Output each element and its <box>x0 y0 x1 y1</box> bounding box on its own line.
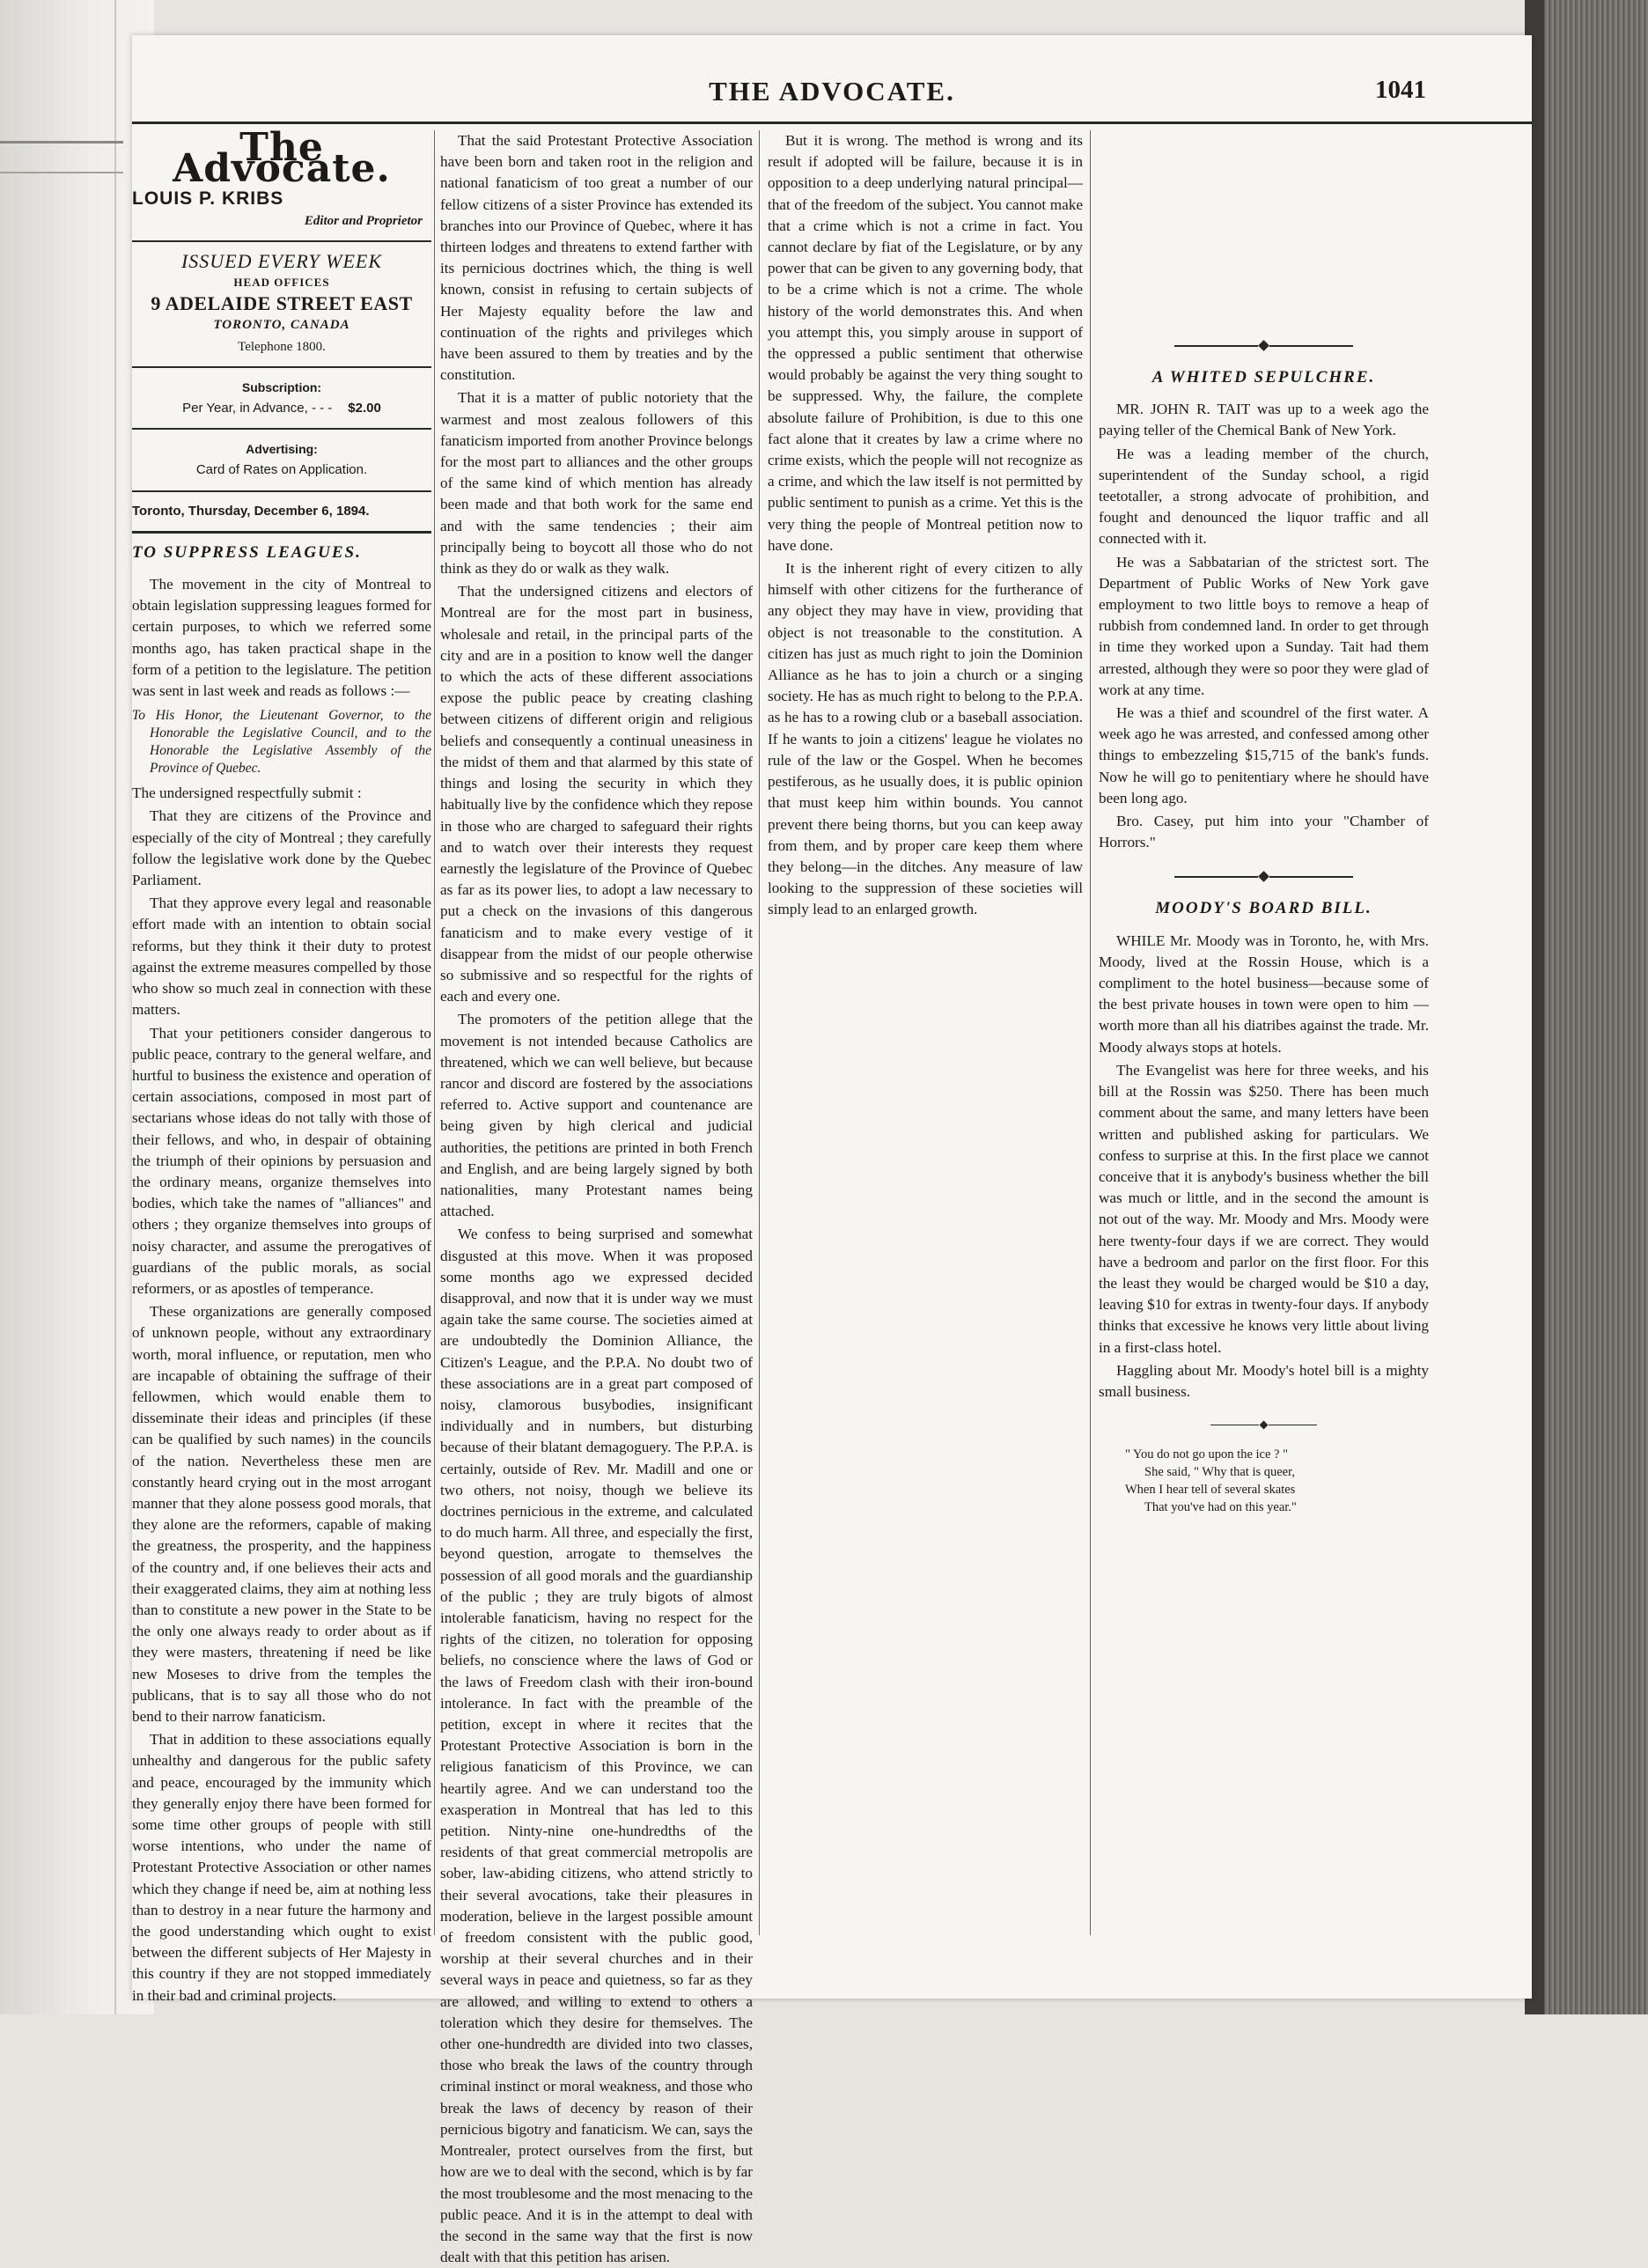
subscription-heading: Subscription: <box>241 379 322 394</box>
masthead-title: The Advocate. <box>173 125 391 192</box>
poem <box>1125 1446 1429 1516</box>
paragraph: He was a leading member of the church, superintendent of the Sunday school, a rigid teetotaller, a strong advocate of prohibition, and fought and denounced the liquor traffic and all connected with it. <box>1099 445 1429 548</box>
paragraph: The Evangelist was here for three weeks, and his bill at the Rossin was $250. There has been much comment about the same, and many letters have been written and published asking for particulars. We confess to surprise at this. In the first place we cannot conceive that it is anybody's business whether the bill was much or little, and in the second the amount is not out of the way. Mr. Moody and Mrs. Moody were here twenty-four days if we are correct. They would have a bedroom and parlor on the first floor. For this the least they would be charged would be $10 a day, leaving $10 for extras in twenty-four days. If anybody thinks that excessive he knows very little about living in a first-class hotel. <box>1099 1061 1429 1356</box>
subscription-rate: Per Year, in Advance, - - - $2.00 <box>182 401 381 416</box>
paragraph: The movement in the city of Montreal to obtain legislation suppressing leagues formed for certain purposes, to which we referred some months ago, has taken practical shape in the form of a petition to the legislature. The petition was sent in last week and reads as follows :— <box>132 576 431 700</box>
paragraph: That it is a matter of public notoriety that the warmest and most zealous followers of this fanaticism imported from another Province belongs for the most part to alliances and the other groups of the same kind of which mention has already been made and that both work for the same end and with the same tendencies ; their aim principally being to boycott all those who do not think as they do or walk as they walk. <box>440 389 753 578</box>
advertising-heading: Advertising: <box>246 442 318 457</box>
poem-line: " You do not go upon the ice ? " <box>1125 1447 1289 1462</box>
paragraph: The promoters of the petition allege that the movement is not intended because Catholics are threatened, which we can well believe, but because rancor and discord are fostered by the associations referred to. Active support and countenance are being given by high clerical and judicial authorities, the petitions are printed in both French and English, and are being largely signed by both nationalities, many Protestant names being attached. <box>440 1011 753 1220</box>
column-rule <box>759 130 760 1935</box>
head-offices-label: HEAD OFFICES <box>233 276 330 290</box>
poem-line: She said, " Why that is queer, <box>1144 1465 1295 1480</box>
paragraph: That in addition to these associations equally unhealthy and dangerous for the public safety and peace, encouraged by the immunity which they generally enjoy there have been formed for some time other groups of people with still worse intentions, who under the name of Protestant Protective Association or other names which they change if need be, aim at nothing less than to destroy in a near future the harmony and the good understanding which ought to exist between the different subjects of Her Majesty in this country if they are not stopped immediately in their bad and criminal projects. <box>132 1731 431 2004</box>
column-3 <box>768 130 1083 1935</box>
issued-frequency: ISSUED EVERY WEEK <box>180 249 382 272</box>
advertising-text: Card of Rates on Application. <box>195 462 368 478</box>
office-street: 9 ADELAIDE STREET EAST <box>151 292 413 315</box>
column-1 <box>132 125 431 2004</box>
paragraph: WHILE Mr. Moody was in Toronto, he, with Mrs. Moody, lived at the Rossin House, which is a compliment to the hotel business—because some of the best private houses in town were open to him —worth more than all his diatribes against the trade. Mr. Moody always stops at hotels. <box>1099 932 1429 1056</box>
telephone: Telephone 1800. <box>238 339 326 354</box>
paragraph: Bro. Casey, put him into your "Chamber of Horrors." <box>1099 813 1429 851</box>
poem-line: That you've had on this year." <box>1144 1500 1297 1515</box>
paragraph: We confess to being surprised and somewhat disgusted at this move. When it was proposed some months ago we expressed decided disapproval, and now that it is under way we must again take the same course. The societies aimed at are undoubtedly the Dominion Alliance, the Citizen's League, and the P.P.A. No doubt two of these associations are in a great part composed of noisy, clamorous busybodies, insignificant individually and in numbers, but disturbing because of their blatant demagoguery. The P.P.A. is certainly, outside of Rev. Mr. Madill and one or two others, not noisy, though we believe its doctrines pernicious in the extreme, and calculated to do much harm. All three, and especially the first, beyond question, arrogate to themselves the possession of all good morals and the guardianship of the public ; they are truly bigots of almost intolerable fanaticism, having no respect for the rights of the citizen, no toleration for opposing beliefs, no conscience where the laws of God or the laws of Freedom clash with their iron-bound intolerance. In fact with the preamble of the petition, except in where it recites that the Protestant Protective Association is born in the religious fanaticism of this Province, we can heartily agree. And we can understand too the exasperation in Montreal that has led to this petition. Ninty-nine one-hundredths of the residents of that great commercial metropolis are sober, law-abiding citizens, who attend strictly to their several avocations, take their pleasures in moderation, believe in the largest possible amount of freedom consistent with the public good, worship at their several churches and in their several ways in peace and quietness, so far as they are allowed, and willing to extend to others a toleration which they desire for themselves. The other one-hundredth are divided into two classes, those who break the laws of the country through criminal instinct or moral weakness, and those who break the laws of decency by reason of their pernicious bigotry and fanaticism. We can, says the Montrealer, protect ourselves from the first, but how are we to deal with the second, which is by far the most troublesome and the most menacing to the public peace. And it is in the attempt to deal with the second in the same way that the first is now dealt with that this petition has arisen. <box>440 1226 753 2266</box>
section-ornament <box>1099 873 1429 880</box>
paragraph: He was a Sabbatarian of the strictest sort. The Department of Public Works of New York gave employment to two little boys to remove a heap of rubbish from condemned land. In order to get through in time they worked upon a Sunday. Tait had them arrested, although they were so poor they were glad of work at any time. <box>1099 553 1429 698</box>
masthead <box>132 125 431 534</box>
paragraph: MR. JOHN R. TAIT was up to a week ago the paying teller of the Chemical Bank of New York. <box>1099 401 1429 439</box>
office-city: TORONTO, CANADA <box>213 318 350 333</box>
paragraph: These organizations are generally composed of unknown people, without any extraordinary worth, moral influence, or reputation, men who are incapable of obtaining the suffrage of their fellowmen, which would enable them to disseminate their ideas and principles (if these can be qualified by such names) in the councils of the nation. Nevertheless these men are constantly heard crying out in the most arrogant manner that they alone possess good morals, that they alone are the reformers, capable of making the greatness, the prosperity, and the happiness of the country and, if one believes their acts and their exaggerated claims, they aim at nothing less than to constitute a new power in the State to be the only one always ready to order about as if they were masters, threatening if need be like new Moseses to drive from the temples the publicans, that is to say all those who do not bend to their narrow fanaticism. <box>132 1303 431 1725</box>
section-ornament <box>1099 342 1429 350</box>
column-2 <box>440 130 753 2266</box>
section-ornament <box>1099 1422 1429 1428</box>
column-rule <box>434 130 435 1935</box>
paragraph: The undersigned respectfully submit : <box>132 784 362 802</box>
article-title: A WHITED SEPULCHRE. <box>1151 368 1376 387</box>
dateline: Toronto, Thursday, December 6, 1894. <box>132 503 370 519</box>
paragraph: He was a thief and scoundrel of the first water. A week ago he was arrested, and confessed among other things to embezzeling $15,715 of the bank's funds. Now he will go to penitentiary where he should have been long ago. <box>1099 704 1429 806</box>
paragraph: That they approve every legal and reasonable effort made with an intention to obtain social reforms, but they think it their duty to protest against the extreme measures compelled by those who show so much zeal in connection with these matters. <box>132 895 431 1019</box>
article-title: TO SUPPRESS LEAGUES. <box>132 542 362 562</box>
column-4 <box>1099 130 1429 1935</box>
paragraph: Haggling about Mr. Moody's hotel bill is a mighty small business. <box>1099 1361 1429 1400</box>
editor-name: LOUIS P. KRIBS <box>132 188 284 210</box>
running-title: THE ADVOCATE. <box>709 76 955 107</box>
book-page-stack <box>1525 0 1648 2014</box>
paragraph: That the said Protestant Protective Association have been born and taken root in the religion and national fanaticism of too great a number of our fellow citizens of a sister Province has extended its branches into our Province of Quebec, where it has thirteen lodges and threatens to extend farther with its pernicious doctrines which, the thing is well known, consist in refusing to certain subjects of Her Majesty equality before the law and continuation of the rights and privileges which have been assured to them by treaties and by the constitution. <box>440 132 753 384</box>
paragraph: That your petitioners consider dangerous to public peace, contrary to the general welfare, and hurtful to business the existence and operation of certain associations, composed in most part of sectarians whose ideas do not tally with those of their fellows, and who, in despair of obtaining the triumph of their opinions by persuasion and the ordinary means, organize themselves into bodies, which take the names of "alliances" and others ; they organize themselves into groups of noisy character, and assume the prerogatives of guardians of the public morals, as social reformers, or as apostles of temperance. <box>132 1024 431 1297</box>
newspaper-page <box>132 35 1532 2266</box>
paragraph: But it is wrong. The method is wrong and its result if adopted will be failure, because it is in opposition to a deep underlying natural principal—that of the freedom of the subject. You cannot make that a crime which is not a crime in fact. You cannot declare by fiat of the Legislature, or by any power that can be given to any governing body, that to be a crime which is not a crime. The whole history of the world demonstrates this. And when you attempt this, you simply arouse in support of the oppressed a public sentiment that otherwise would probably be against the very thing sought to be suppressed. Why, the failure, the complete absolute failure of Prohibition, is due to this one fact alone that it creates by law a crime where no crime exists, which the people will not recognize as a crime, and which the law itself is not permitted by public sentiment to punish as a crime. Yet this is the very thing the people of Montreal petition now to have done. <box>768 132 1083 554</box>
paragraph: That the undersigned citizens and electors of Montreal are for the most part in business, wholesale and retail, in the principal parts of the city and are in a position to know well the danger to which the acts of these different associations expose the public peace by creating clashing between citizens of different origin and religious beliefs and consequently a continual uneasiness in the midst of them and that alarmed by this state of things and losing the security in which they habitually live by the confidence which they repose in those who are charged to safeguard their rights and to watch over their interests they request earnestly the legislature of the Province of Quebec as far as its power lies, to adopt a law necessary to put a check on the invasions of this dangerous fanaticism and to make every vestige of it disappear from the midst of our people otherwise so submissive and so respectful for the rights of each and every one. <box>440 583 753 1005</box>
header-rule <box>132 122 1532 124</box>
previous-page-edge <box>0 0 154 2014</box>
editor-role: Editor and Proprietor <box>304 213 423 228</box>
article-title: MOODY'S BOARD BILL. <box>1155 899 1372 918</box>
page-number: 1041 <box>1375 76 1426 104</box>
column-rule <box>1090 130 1091 1935</box>
petition-address: To His Honor, the Lieutenant Governor, to the Honorable the Legislative Council, and to the Honorable the Legislative Assembly of the Province of Quebec. <box>132 708 431 777</box>
paragraph: That they are citizens of the Province and especially of the city of Montreal ; they carefully follow the legislative work done by the Quebec Parliament. <box>132 807 431 889</box>
poem-line: When I hear tell of several skates <box>1125 1483 1296 1498</box>
paragraph: It is the inherent right of every citizen to ally himself with other citizens for the furtherance of any object they may have in view, providing that object is not treasonable to the constitution. A citizen has just as much right to join the Dominion Alliance as he has to join a church or a singing society. He has as much right to belong to the P.P.A. as he has to a rowing club or a baseball association. If he wants to join a citizens' league he violates no rule of the law or the Gospel. When he becomes pestiferous, as he usually does, it is public opinion that must keep him within bounds. You cannot prevent there being thorns, but you can keep away from them, and by proper care keep them where they belong—in the ditches. Any measure of law looking to the suppression of these societies will simply lead to an enlarged growth. <box>768 560 1083 918</box>
